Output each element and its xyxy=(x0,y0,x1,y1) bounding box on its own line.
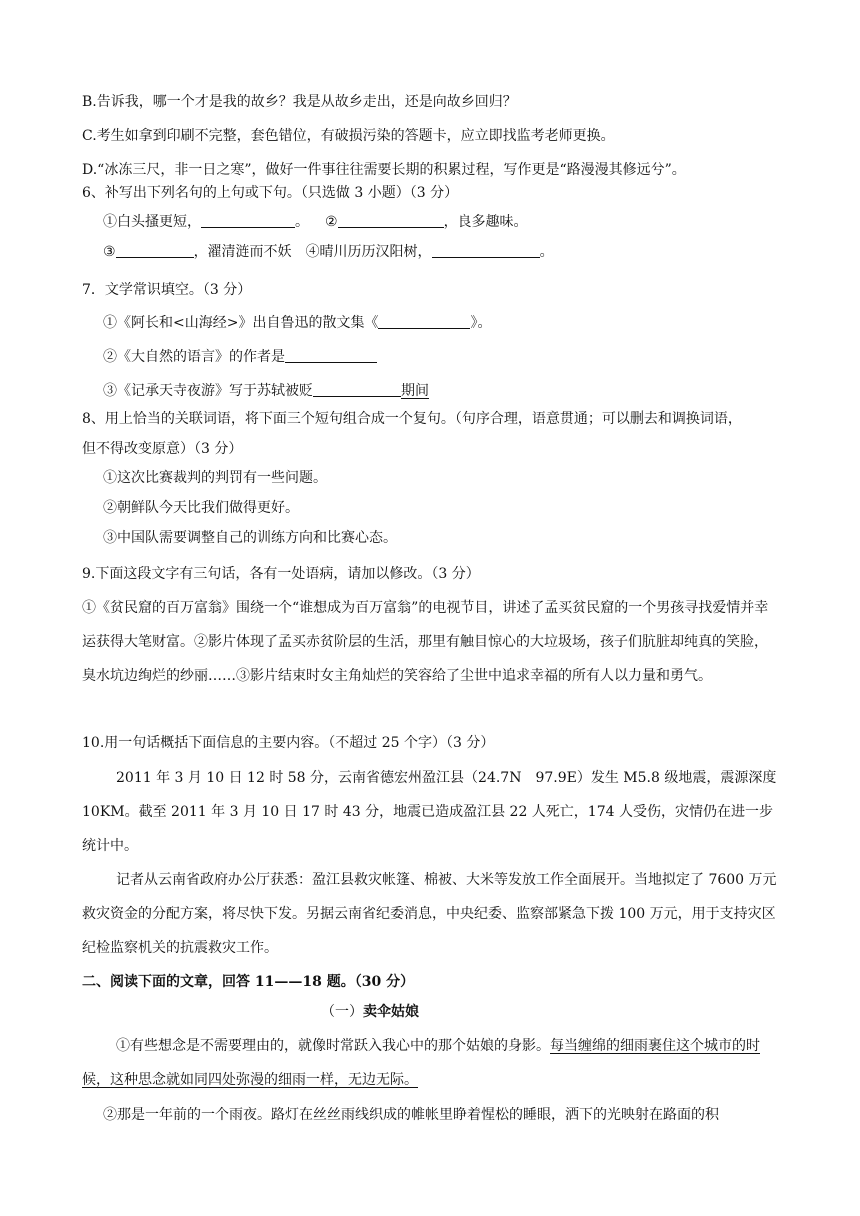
option-b: B.告诉我，哪一个才是我的故乡？我是从故乡走出，还是向故乡回归？ xyxy=(82,94,517,110)
q10-paragraph-2: 记者从云南省政府办公厅获悉：盈江县救灾帐篷、棉被、大米等发放工作全面展开。当地拟定了 7600 万元救灾资金的分配方案，将尽快下发。另据云南省纪委消息，中央纪委、监察部紧急下拨 100 万元，用于支持灾区纪检监察机关的抗震救灾工作。 xyxy=(82,872,777,956)
q7-title: 7．文学常识填空。（3 分） xyxy=(82,282,252,298)
q8-title-line2: 但不得改变原意）（3 分） xyxy=(82,441,243,457)
q9-title: 9.下面这段文字有三句话，各有一处语病，请加以修改。（3 分） xyxy=(82,566,480,582)
q7-item1-end: 》。 xyxy=(470,315,492,331)
p1-plain: ①有些想念是不需要理由的，就像时常跃入我心中的那个姑娘的身影。 xyxy=(116,1038,550,1054)
article-title-text: 卖伞姑娘 xyxy=(363,1004,419,1020)
q7-blank2[interactable] xyxy=(285,348,377,363)
q7-row2 xyxy=(103,348,377,366)
q7-item3-end: 期间 xyxy=(401,383,429,399)
q6-blank2[interactable] xyxy=(338,213,444,228)
q6-blank3[interactable] xyxy=(116,243,194,258)
q6-item4: ④晴川历历汉阳树， xyxy=(305,244,432,260)
article-paragraph-2: ②那是一年前的一个雨夜。路灯在丝丝雨线织成的帷帐里睁着惺松的睡眼，洒下的光映射在路面的积 xyxy=(103,1107,719,1123)
q7-item2: ②《大自然的语言》的作者是 xyxy=(103,349,285,365)
q6-item3-end: ，濯清涟而不妖 xyxy=(193,244,292,260)
q9-paragraph: ①《贫民窟的百万富翁》围绕一个“谁想成为百万富翁”的电视节目，讲述了孟买贫民窟的一个男孩寻找爱情并幸运获得大笔财富。②影片体现了孟买赤贫阶层的生活，那里有触目惊心的大垃圾场，孩子们肮脏却纯真的笑脸，臭水坑边绚烂的纱丽……③影片结束时女主角灿烂的笑容给了尘世中追求幸福的所有人以力量和勇气。 xyxy=(82,600,769,684)
option-c: C.考生如拿到印刷不完整，套色错位，有破损污染的答题卡，应立即找监考老师更换。 xyxy=(82,128,615,144)
q6-item1: ①白头搔更短， xyxy=(103,214,201,230)
q8-sentence-3: ③中国队需要调整自己的训练方向和比赛心态。 xyxy=(103,530,397,546)
q8-sentence-2: ②朝鲜队今天比我们做得更好。 xyxy=(103,500,299,516)
q7-item3: ③《记承天寺夜游》写于苏轼被贬 xyxy=(103,383,313,399)
option-d: D.“冰冻三尺，非一日之寒”，做好一件事往往需要长期的积累过程，写作更是“路漫漫其修远兮”。 xyxy=(82,162,686,178)
q7-blank1[interactable] xyxy=(378,314,470,329)
article-number: （一） xyxy=(321,1004,363,1020)
q6-item2: ② xyxy=(325,214,338,230)
q10-title: 10.用一句话概括下面信息的主要内容。（不超过 25 个字）（3 分） xyxy=(82,735,495,751)
q10-paragraph-1: 2011 年 3 月 10 日 12 时 58 分，云南省德宏州盈江县（24.7N 97.9E）发生 M5.8 级地震，震源深度 10KM。截至 2011 年 3 月 10 日 17 时 43 分，地震已造成盈江县 22 人死亡，174 人受伤，灾情仍在进一步统计中。 xyxy=(82,770,777,854)
q6-row1 xyxy=(103,213,528,231)
q7-row3 xyxy=(103,382,429,400)
q6-blank4[interactable] xyxy=(432,243,540,258)
q6-row2 xyxy=(103,243,554,261)
q8-title-line1: 8、用上恰当的关联词语，将下面三个短句组合成一个复句。（句序合理，语意贯通；可以删去和调换词语， xyxy=(82,411,742,427)
q7-row1 xyxy=(103,314,491,332)
q8-sentence-1: ①这次比赛裁判的判罚有一些问题。 xyxy=(103,470,327,486)
q6-item2-end: ，良多趣味。 xyxy=(443,214,528,230)
q6-blank1[interactable] xyxy=(201,213,295,228)
q6-item3: ③ xyxy=(103,244,116,260)
q7-blank3[interactable] xyxy=(313,382,401,397)
p1-underlined: 每当缠绵的细雨裹住这个城市的时候，这种思念就如同四处弥漫的细雨一样，无边无际。 xyxy=(82,1038,760,1088)
q6-item4-end: 。 xyxy=(539,244,554,260)
article-paragraph-1 xyxy=(82,1029,778,1097)
q6-item1-end: 。 xyxy=(295,214,309,230)
q6-title: 6、补写出下列名句的上句或下句。（只选做 3 小题）（3 分） xyxy=(82,185,459,201)
q7-item1: ①《阿长和<山海经>》出自鲁迅的散文集《 xyxy=(103,315,379,331)
article-title xyxy=(321,1003,419,1021)
section-2-title: 二、阅读下面的文章，回答 11——18 题。（30 分） xyxy=(82,974,415,990)
